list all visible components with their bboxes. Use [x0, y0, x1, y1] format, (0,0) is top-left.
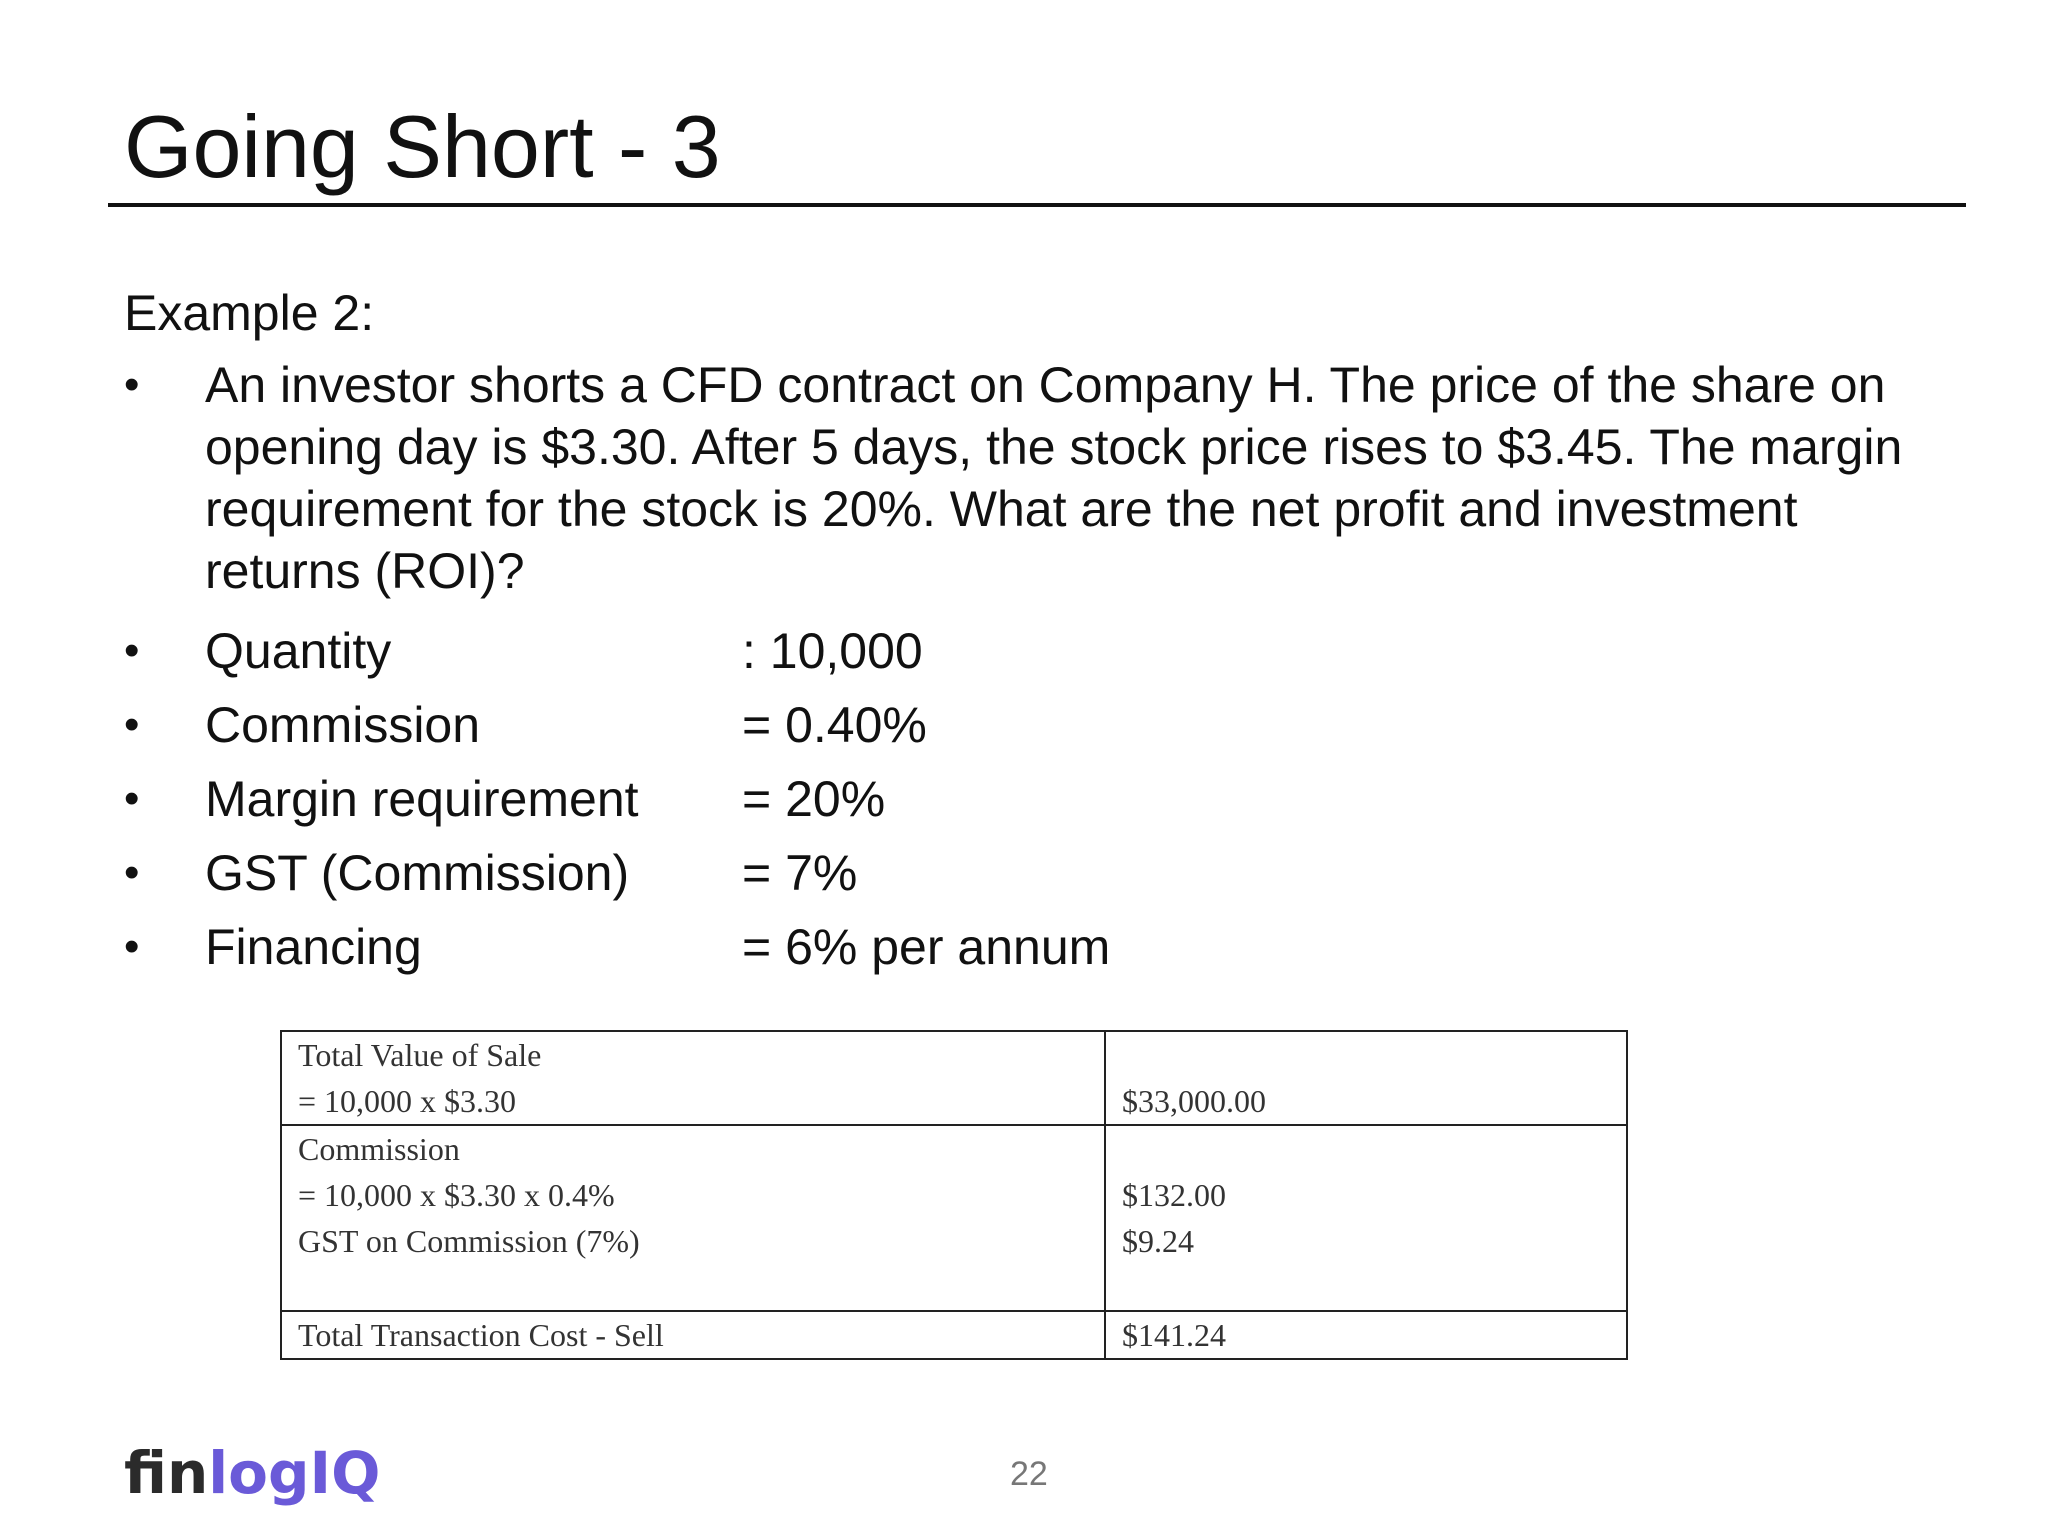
cell-line: Total Value of Sale	[298, 1037, 542, 1073]
example-label: Example 2:	[124, 285, 375, 341]
param-name: Quantity	[205, 623, 392, 679]
table-cell-value	[1105, 1311, 1627, 1359]
bullet-dot: •	[124, 848, 140, 897]
cell-line: $132.00	[1122, 1177, 1226, 1213]
title-divider	[108, 203, 1966, 207]
table-cell-label	[281, 1125, 1105, 1311]
cell-line	[1122, 1126, 1610, 1172]
cell-line: $141.24	[1122, 1317, 1226, 1353]
question-text: An investor shorts a CFD contract on Company H. The price of the share on opening day is $3.30. After 5 days, the stock price rises to $3.45. The margin requirement for the stock is 20%. What are the net profit and investment returns (ROI)?	[205, 357, 1903, 599]
param-value: = 6% per annum	[742, 919, 1111, 975]
param-value: = 7%	[742, 845, 858, 901]
cell-line: = 10,000 x $3.30	[298, 1083, 517, 1119]
cell-spacer	[1122, 1264, 1610, 1310]
table-cell-value	[1105, 1031, 1627, 1125]
bullet-dot: •	[124, 626, 140, 675]
logo-text-logiq: logIQ	[208, 1439, 381, 1507]
finlogiq-logo	[124, 1438, 380, 1508]
param-value: : 10,000	[742, 623, 923, 679]
table-row	[281, 1311, 1627, 1359]
table-cell-label	[281, 1031, 1105, 1125]
cell-line: Total Transaction Cost - Sell	[298, 1317, 664, 1353]
cell-line: $9.24	[1122, 1223, 1194, 1259]
cell-line: $33,000.00	[1122, 1083, 1266, 1119]
table-row	[281, 1031, 1627, 1125]
cell-line: Commission	[298, 1131, 460, 1167]
param-value: = 20%	[742, 771, 886, 827]
bullet-dot: •	[124, 360, 140, 409]
bullet-dot: •	[124, 774, 140, 823]
param-name: Financing	[205, 919, 422, 975]
bullet-dot: •	[124, 700, 140, 749]
param-financing	[0, 916, 2048, 990]
param-margin-requirement	[0, 768, 2048, 842]
param-commission	[0, 694, 2048, 768]
param-name: GST (Commission)	[205, 845, 630, 901]
param-name: Margin requirement	[205, 771, 639, 827]
table-row	[281, 1125, 1627, 1311]
cell-line: = 10,000 x $3.30 x 0.4%	[298, 1177, 615, 1213]
table-cell-label	[281, 1311, 1105, 1359]
page-number: 22	[1010, 1455, 1048, 1493]
param-quantity	[0, 620, 2048, 694]
bullet-dot: •	[124, 922, 140, 971]
logo-text-fin: fin	[124, 1439, 209, 1507]
cell-spacer	[298, 1264, 1088, 1310]
slide-title: Going Short - 3	[124, 97, 721, 196]
cell-line	[1122, 1032, 1610, 1078]
cell-line: GST on Commission (7%)	[298, 1223, 640, 1259]
transaction-cost-table	[280, 1030, 1628, 1360]
param-value: = 0.40%	[742, 697, 927, 753]
param-name: Commission	[205, 697, 481, 753]
table-cell-value	[1105, 1125, 1627, 1311]
param-gst	[0, 842, 2048, 916]
